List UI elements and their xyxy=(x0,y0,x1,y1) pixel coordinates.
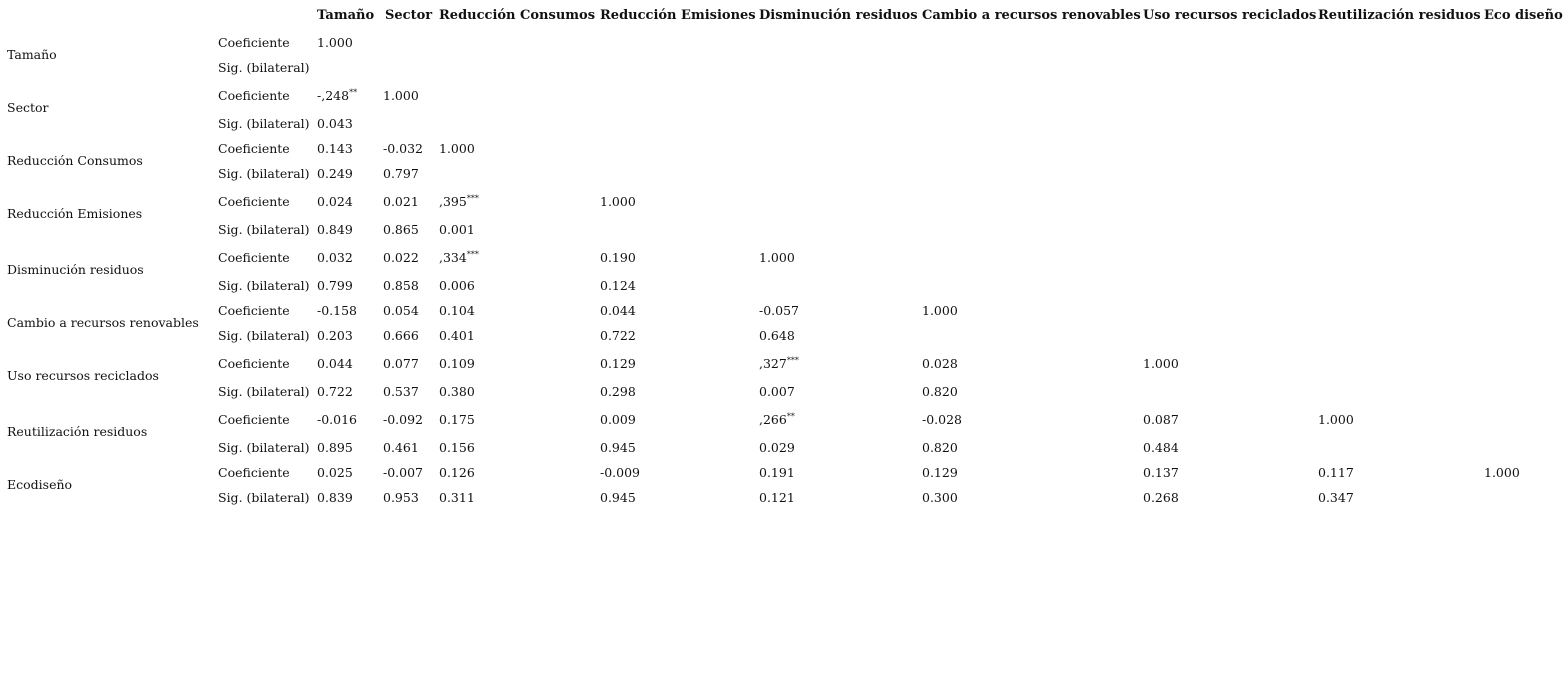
coefficient-label: Coeficiente xyxy=(218,88,290,103)
significance-value: 0.300 xyxy=(922,490,958,505)
significance-value: 0.820 xyxy=(922,440,958,455)
coefficient-number: -0.009 xyxy=(600,465,641,480)
significance-stars: *** xyxy=(466,250,479,259)
coefficient-value xyxy=(317,303,357,318)
coefficient-number: -0.158 xyxy=(317,303,358,318)
significance-value: 0.722 xyxy=(317,384,353,399)
coefficient-number: -0.007 xyxy=(383,465,424,480)
significance-value: 0.799 xyxy=(317,278,353,293)
coefficient-value xyxy=(383,194,419,209)
coefficient-value xyxy=(922,356,958,371)
coefficient-value xyxy=(383,303,419,318)
coefficient-number: 1.000 xyxy=(439,141,475,156)
significance-value: 0.648 xyxy=(759,328,795,343)
significance-value: 0.865 xyxy=(383,222,419,237)
significance-value: 0.839 xyxy=(317,490,353,505)
coefficient-value xyxy=(1318,465,1354,480)
column-header: Reducción Emisiones xyxy=(600,8,756,23)
coefficient-value xyxy=(759,465,795,480)
significance-stars: ** xyxy=(786,412,795,421)
significance-stars: ** xyxy=(349,88,358,97)
coefficient-number: ,395 xyxy=(439,194,467,209)
coefficient-number: 0.143 xyxy=(317,141,353,156)
coefficient-number: 0.024 xyxy=(317,194,353,209)
coefficient-value xyxy=(317,88,357,103)
coefficient-number: -0.028 xyxy=(922,412,963,427)
significance-value: 0.311 xyxy=(439,490,475,505)
coefficient-number: 1.000 xyxy=(1143,356,1179,371)
coefficient-value xyxy=(317,412,357,427)
coefficient-number: 1.000 xyxy=(1318,412,1354,427)
coefficient-label: Coeficiente xyxy=(218,250,290,265)
column-header: Eco diseño xyxy=(1484,8,1563,23)
coefficient-value xyxy=(439,141,475,156)
significance-value: 0.820 xyxy=(922,384,958,399)
coefficient-number: 1.000 xyxy=(1484,465,1520,480)
coefficient-value xyxy=(600,194,636,209)
significance-value: 0.006 xyxy=(439,278,475,293)
significance-value: 0.722 xyxy=(600,328,636,343)
coefficient-number: 0.129 xyxy=(922,465,958,480)
coefficient-number: -0.016 xyxy=(317,412,358,427)
coefficient-label: Coeficiente xyxy=(218,356,290,371)
significance-value: 0.945 xyxy=(600,490,636,505)
row-variable-label: Uso recursos reciclados xyxy=(7,368,159,383)
coefficient-number: 0.126 xyxy=(439,465,475,480)
significance-value: 0.347 xyxy=(1318,490,1354,505)
significance-value: 0.537 xyxy=(383,384,419,399)
coefficient-value xyxy=(600,412,636,427)
coefficient-number: -0.032 xyxy=(383,141,424,156)
row-variable-label: Sector xyxy=(7,100,49,115)
coefficient-number: 0.032 xyxy=(317,250,353,265)
significance-label: Sig. (bilateral) xyxy=(218,440,310,455)
significance-value: 0.849 xyxy=(317,222,353,237)
coefficient-label: Coeficiente xyxy=(218,141,290,156)
coefficient-value xyxy=(439,412,475,427)
coefficient-value xyxy=(317,465,353,480)
coefficient-value xyxy=(383,412,423,427)
coefficient-label: Coeficiente xyxy=(218,412,290,427)
coefficient-value xyxy=(922,465,958,480)
coefficient-number: 0.025 xyxy=(317,465,353,480)
row-variable-label: Reutilización residuos xyxy=(7,424,148,439)
significance-value: 0.298 xyxy=(600,384,636,399)
row-variable-label: Tamaño xyxy=(7,47,57,62)
significance-value: 0.121 xyxy=(759,490,795,505)
coefficient-value xyxy=(383,356,419,371)
column-header: Sector xyxy=(385,8,433,23)
coefficient-number: -,248 xyxy=(317,88,350,103)
significance-value: 0.156 xyxy=(439,440,475,455)
significance-label: Sig. (bilateral) xyxy=(218,166,310,181)
coefficient-value xyxy=(600,465,640,480)
coefficient-value xyxy=(600,303,636,318)
significance-value: 0.268 xyxy=(1143,490,1179,505)
coefficient-label: Coeficiente xyxy=(218,194,290,209)
coefficient-number: ,266 xyxy=(759,412,787,427)
coefficient-value xyxy=(1143,412,1179,427)
coefficient-number: 0.021 xyxy=(383,194,419,209)
column-header: Reutilización residuos xyxy=(1318,8,1481,23)
coefficient-number: -0.092 xyxy=(383,412,424,427)
coefficient-value xyxy=(1318,412,1354,427)
coefficient-label: Coeficiente xyxy=(218,303,290,318)
column-header: Disminución residuos xyxy=(759,8,918,23)
coefficient-value xyxy=(439,250,479,265)
coefficient-value xyxy=(439,303,475,318)
coefficient-value xyxy=(759,412,795,427)
coefficient-label: Coeficiente xyxy=(218,35,290,50)
coefficient-number: 0.044 xyxy=(600,303,636,318)
significance-value: 0.401 xyxy=(439,328,475,343)
coefficient-value xyxy=(383,141,423,156)
coefficient-value xyxy=(922,412,962,427)
coefficient-value xyxy=(439,356,475,371)
coefficient-number: 0.190 xyxy=(600,250,636,265)
significance-label: Sig. (bilateral) xyxy=(218,222,310,237)
significance-value: 0.007 xyxy=(759,384,795,399)
coefficient-number: 0.117 xyxy=(1318,465,1354,480)
coefficient-number: -0.057 xyxy=(759,303,800,318)
coefficient-number: 0.077 xyxy=(383,356,419,371)
row-variable-label: Reducción Consumos xyxy=(7,153,143,168)
significance-label: Sig. (bilateral) xyxy=(218,60,310,75)
coefficient-number: 0.087 xyxy=(1143,412,1179,427)
coefficient-value xyxy=(383,250,419,265)
coefficient-number: 0.129 xyxy=(600,356,636,371)
significance-value: 0.001 xyxy=(439,222,475,237)
coefficient-number: ,334 xyxy=(439,250,467,265)
coefficient-number: 0.137 xyxy=(1143,465,1179,480)
significance-value: 0.461 xyxy=(383,440,419,455)
significance-value: 0.484 xyxy=(1143,440,1179,455)
significance-value: 0.249 xyxy=(317,166,353,181)
coefficient-number: 1.000 xyxy=(922,303,958,318)
significance-value: 0.043 xyxy=(317,116,353,131)
coefficient-value xyxy=(439,465,475,480)
coefficient-number: 1.000 xyxy=(383,88,419,103)
coefficient-number: 1.000 xyxy=(600,194,636,209)
coefficient-number: 0.044 xyxy=(317,356,353,371)
coefficient-value xyxy=(383,88,419,103)
significance-value: 0.953 xyxy=(383,490,419,505)
significance-value: 0.895 xyxy=(317,440,353,455)
coefficient-number: 1.000 xyxy=(317,35,353,50)
coefficient-number: 0.175 xyxy=(439,412,475,427)
significance-value: 0.124 xyxy=(600,278,636,293)
coefficient-value xyxy=(317,141,353,156)
significance-label: Sig. (bilateral) xyxy=(218,490,310,505)
column-header: Reducción Consumos xyxy=(439,8,596,23)
coefficient-label: Coeficiente xyxy=(218,465,290,480)
row-variable-label: Reducción Emisiones xyxy=(7,206,143,221)
significance-label: Sig. (bilateral) xyxy=(218,384,310,399)
coefficient-number: 0.054 xyxy=(383,303,419,318)
significance-value: 0.029 xyxy=(759,440,795,455)
coefficient-value xyxy=(1143,465,1179,480)
coefficient-number: 0.104 xyxy=(439,303,475,318)
significance-stars: *** xyxy=(786,356,799,365)
coefficient-number: 0.191 xyxy=(759,465,795,480)
coefficient-value xyxy=(759,303,799,318)
coefficient-value xyxy=(317,356,353,371)
significance-value: 0.945 xyxy=(600,440,636,455)
significance-label: Sig. (bilateral) xyxy=(218,116,310,131)
coefficient-value xyxy=(383,465,423,480)
coefficient-value xyxy=(1143,356,1179,371)
column-header: Tamaño xyxy=(317,8,375,23)
coefficient-value xyxy=(600,356,636,371)
coefficient-value xyxy=(759,356,799,371)
coefficient-value xyxy=(317,250,353,265)
significance-stars: *** xyxy=(466,194,479,203)
coefficient-value xyxy=(1484,465,1520,480)
significance-value: 0.858 xyxy=(383,278,419,293)
row-variable-label: Disminución residuos xyxy=(7,262,144,277)
coefficient-value xyxy=(317,194,353,209)
coefficient-number: ,327 xyxy=(759,356,787,371)
significance-value: 0.203 xyxy=(317,328,353,343)
coefficient-number: 0.022 xyxy=(383,250,419,265)
row-variable-label: Ecodiseño xyxy=(7,477,73,492)
coefficient-value xyxy=(759,250,795,265)
column-header: Uso recursos reciclados xyxy=(1143,8,1317,23)
row-variable-label: Cambio a recursos renovables xyxy=(7,315,199,330)
significance-value: 0.666 xyxy=(383,328,419,343)
coefficient-value xyxy=(922,303,958,318)
coefficient-number: 0.009 xyxy=(600,412,636,427)
coefficient-value xyxy=(439,194,479,209)
coefficient-number: 1.000 xyxy=(759,250,795,265)
coefficient-value xyxy=(600,250,636,265)
coefficient-number: 0.109 xyxy=(439,356,475,371)
significance-value: 0.380 xyxy=(439,384,475,399)
significance-label: Sig. (bilateral) xyxy=(218,328,310,343)
coefficient-value xyxy=(317,35,353,50)
significance-value: 0.797 xyxy=(383,166,419,181)
coefficient-number: 0.028 xyxy=(922,356,958,371)
column-header: Cambio a recursos renovables xyxy=(922,8,1141,23)
significance-label: Sig. (bilateral) xyxy=(218,278,310,293)
